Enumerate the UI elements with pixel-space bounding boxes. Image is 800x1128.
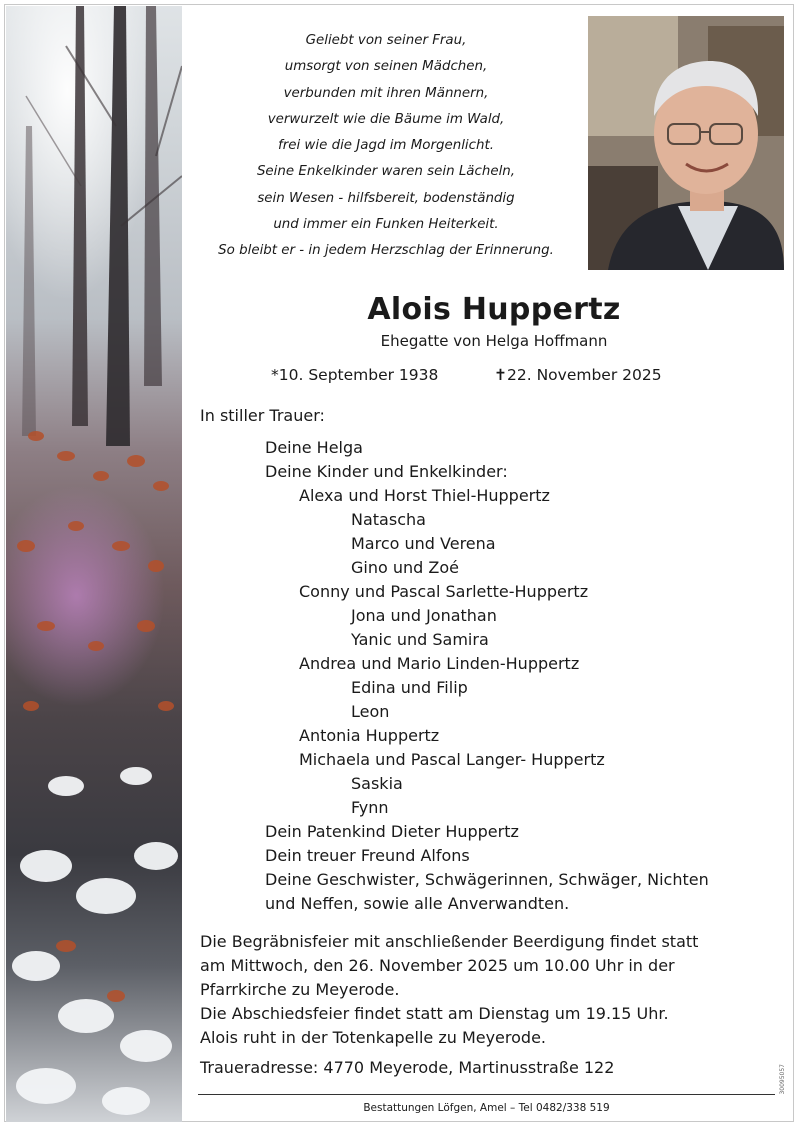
- funeral-info-line: Alois ruht in der Totenkapelle zu Meyerode.: [200, 1028, 546, 1047]
- mourner-line: Leon: [351, 702, 390, 721]
- poem-line: Geliebt von seiner Frau,: [305, 33, 467, 48]
- birth-date: *10. September 1938: [271, 366, 439, 384]
- funeral-info: [200, 930, 785, 1080]
- portrait-illustration: [588, 16, 784, 270]
- mourner-line: Conny und Pascal Sarlette-Huppertz: [299, 582, 589, 601]
- funeral-info-line: Traueradresse: 4770 Meyerode, Martinusstraße 122: [200, 1058, 615, 1077]
- mourner-line: Natascha: [351, 510, 426, 529]
- mourner-line: Jona und Jonathan: [351, 606, 497, 625]
- mourner-line: Antonia Huppertz: [299, 726, 440, 745]
- poem-line: Seine Enkelkinder waren sein Lächeln,: [256, 164, 516, 180]
- poem-line: und immer ein Funken Heiterkeit.: [273, 217, 499, 233]
- footer-divider: [198, 1094, 775, 1095]
- mourners-intro: In stiller Trauer:: [200, 406, 325, 425]
- poem-line: So bleibt er - in jedem Herzschlag der Erinnerung.: [218, 243, 554, 259]
- reference-code: 30095057: [779, 1064, 786, 1095]
- mourner-line: Alexa und Horst Thiel-Huppertz: [299, 486, 550, 505]
- mourner-line: Saskia: [351, 774, 403, 793]
- deceased-name: Alois Huppertz: [367, 292, 621, 327]
- poem-line: verbunden mit ihren Männern,: [283, 85, 489, 101]
- forest-illustration: [6, 6, 182, 1122]
- poem-line: umsorgt von seinen Mädchen,: [284, 59, 488, 75]
- mourner-line: Deine Kinder und Enkelkinder:: [265, 462, 508, 481]
- spouse-line: Ehegatte von Helga Hoffmann: [380, 332, 608, 350]
- mourner-line: Gino und Zoé: [351, 558, 459, 577]
- poem-line: verwurzelt wie die Bäume im Wald,: [267, 111, 505, 127]
- mourner-line: Fynn: [351, 798, 389, 817]
- funeral-info-line: am Mittwoch, den 26. November 2025 um 10.00 Uhr in der: [200, 956, 675, 975]
- poem-line: sein Wesen - hilfsbereit, bodenständig: [257, 190, 515, 206]
- death-date: ✝22. November 2025: [494, 366, 662, 384]
- memorial-poem: [188, 28, 584, 265]
- mourner-line: Dein Patenkind Dieter Huppertz: [265, 822, 519, 841]
- mourner-line: Edina und Filip: [351, 678, 468, 697]
- funeral-home-line: Bestattungen Löfgen, Amel – Tel 0482/338 519: [363, 1102, 610, 1114]
- funeral-info-line: Die Abschiedsfeier findet statt am Dienstag um 19.15 Uhr.: [200, 1004, 669, 1023]
- mourner-line: und Neffen, sowie alle Anverwandten.: [265, 894, 570, 913]
- funeral-info-line: Die Begräbnisfeier mit anschließender Beerdigung findet statt: [200, 932, 699, 951]
- poem-line: frei wie die Jagd im Morgenlicht.: [277, 138, 495, 154]
- mourner-line: Deine Geschwister, Schwägerinnen, Schwäger, Nichten: [265, 870, 709, 889]
- mourner-line: Deine Helga: [265, 438, 363, 457]
- mourner-line: Andrea und Mario Linden-Huppertz: [299, 654, 580, 673]
- mourner-line: Dein treuer Freund Alfons: [265, 846, 470, 865]
- mourners-section: [200, 404, 785, 1080]
- mourner-line: Yanic und Samira: [351, 630, 489, 649]
- portrait-photo: [588, 16, 784, 270]
- mourner-line: Marco und Verena: [351, 534, 496, 553]
- winter-forest-image: [6, 6, 182, 1122]
- funeral-info-line: Pfarrkirche zu Meyerode.: [200, 980, 400, 999]
- mourner-line: Michaela und Pascal Langer- Huppertz: [299, 750, 605, 769]
- mourner-list: [200, 436, 785, 916]
